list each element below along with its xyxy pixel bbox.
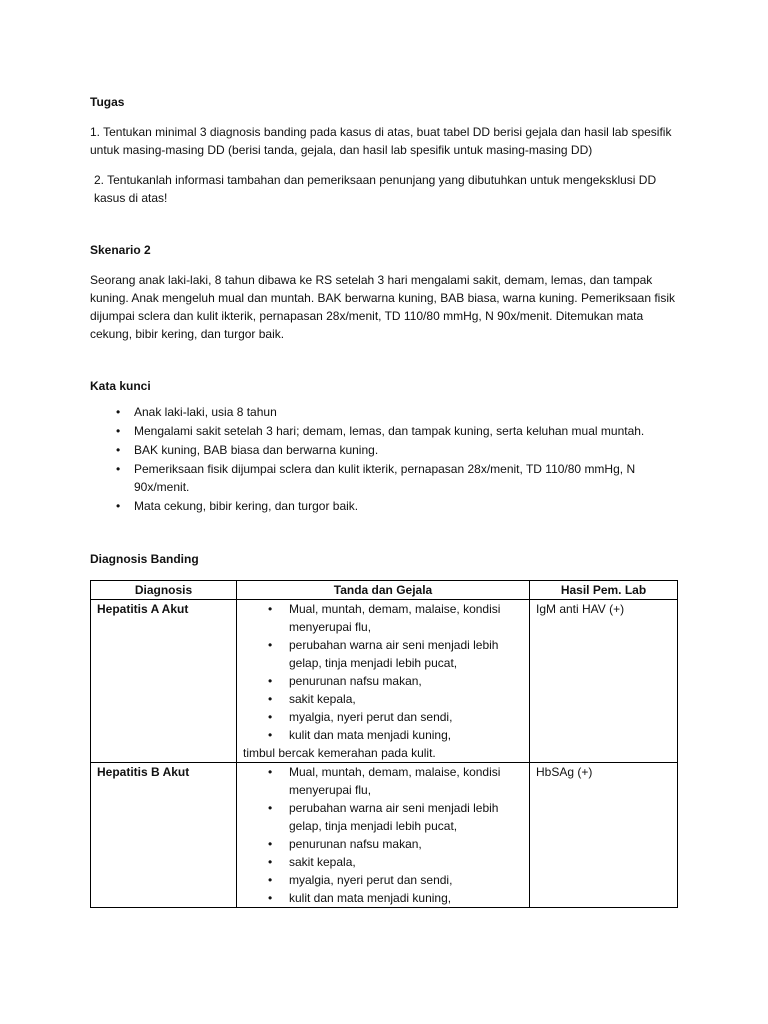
- kata-kunci-heading: Kata kunci: [90, 379, 151, 393]
- cell-gejala: [237, 600, 530, 763]
- skenario-heading: Skenario 2: [90, 243, 151, 257]
- column-header-diagnosis: Diagnosis: [91, 581, 237, 600]
- table-row: [91, 600, 678, 763]
- list-item: • Anak laki-laki, usia 8 tahun: [90, 403, 680, 421]
- cell-lab: IgM anti HAV (+): [530, 600, 678, 763]
- list-item: • myalgia, nyeri perut dan sendi,: [243, 871, 523, 889]
- column-header-lab: Hasil Pem. Lab: [530, 581, 678, 600]
- cell-diagnosis: Hepatitis A Akut: [91, 600, 237, 763]
- list-item: • perubahan warna air seni menjadi lebih gelap, tinja menjadi lebih pucat,: [243, 636, 523, 672]
- tugas-item-1: 1. Tentukan minimal 3 diagnosis banding pada kasus di atas, buat tabel DD berisi gejala dan hasil lab spesifik untuk masing-masing DD (berisi tanda, gejala, dan hasil lab spesifik untuk masing-masing DD): [90, 125, 672, 157]
- tugas-heading: Tugas: [90, 95, 125, 109]
- gejala-tail: timbul bercak kemerahan pada kulit.: [243, 746, 436, 760]
- table-header-row: [91, 581, 678, 600]
- list-item: • penurunan nafsu makan,: [243, 672, 523, 690]
- gejala-list: [243, 763, 523, 907]
- document-page: [90, 93, 680, 908]
- table-row: [91, 763, 678, 908]
- cell-lab: HbSAg (+): [530, 763, 678, 908]
- column-header-gejala: Tanda dan Gejala: [237, 581, 530, 600]
- cell-diagnosis: Hepatitis B Akut: [91, 763, 237, 908]
- list-item: • penurunan nafsu makan,: [243, 835, 523, 853]
- list-item: • Mata cekung, bibir kering, dan turgor baik.: [90, 497, 680, 515]
- skenario-text: Seorang anak laki-laki, 8 tahun dibawa ke RS setelah 3 hari mengalami sakit, demam, lemas, dan tampak kuning. Anak mengeluh mual dan muntah. BAK berwarna kuning, BAB biasa, warna kuning. Pemeriksaan fisik dijumpai sclera dan kulit ikterik, pernapasan 28x/menit, TD 110/80 mmHg, N 90x/menit. Ditemukan mata cekung, bibir kering, dan turgor baik.: [90, 273, 675, 341]
- list-item: • Mual, muntah, demam, malaise, kondisi menyerupai flu,: [243, 600, 523, 636]
- list-item: • sakit kepala,: [243, 690, 523, 708]
- cell-gejala: [237, 763, 530, 908]
- list-item: • myalgia, nyeri perut dan sendi,: [243, 708, 523, 726]
- list-item: • BAK kuning, BAB biasa dan berwarna kuning.: [90, 441, 680, 459]
- gejala-list: [243, 600, 523, 744]
- diagnosis-table: [90, 580, 678, 908]
- diagnosis-banding-heading: Diagnosis Banding: [90, 552, 199, 566]
- list-item: • Pemeriksaan fisik dijumpai sclera dan kulit ikterik, pernapasan 28x/menit, TD 110/80 mmHg, N 90x/menit.: [90, 460, 680, 496]
- kata-kunci-list: [90, 403, 680, 515]
- tugas-item-2: 2. Tentukanlah informasi tambahan dan pemeriksaan penunjang yang dibutuhkan untuk mengeksklusi DD kasus di atas!: [94, 173, 657, 205]
- list-item: • sakit kepala,: [243, 853, 523, 871]
- list-item: • Mengalami sakit setelah 3 hari; demam, lemas, dan tampak kuning, serta keluhan mual muntah.: [90, 422, 680, 440]
- list-item: • kulit dan mata menjadi kuning,: [243, 889, 523, 907]
- list-item: • perubahan warna air seni menjadi lebih gelap, tinja menjadi lebih pucat,: [243, 799, 523, 835]
- list-item: • kulit dan mata menjadi kuning,: [243, 726, 523, 744]
- list-item: • Mual, muntah, demam, malaise, kondisi menyerupai flu,: [243, 763, 523, 799]
